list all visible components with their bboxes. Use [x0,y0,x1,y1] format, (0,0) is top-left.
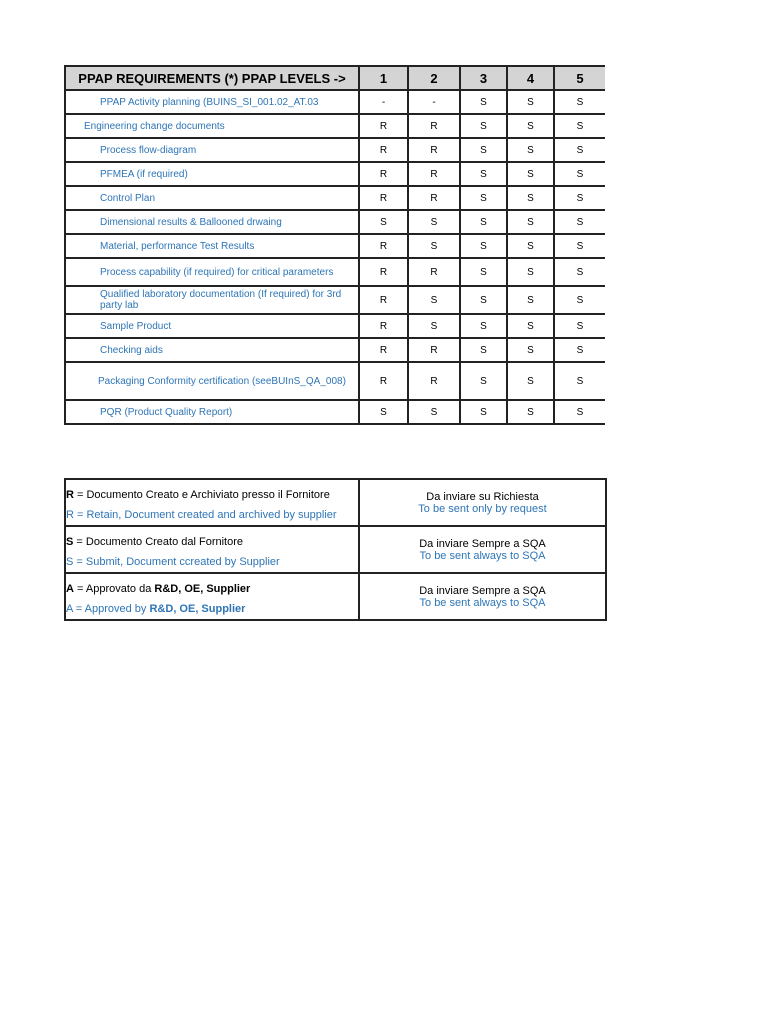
legend-en-bold: R&D, OE, Supplier [149,602,246,615]
legend-it-line [66,489,358,502]
level-cell: S [460,138,507,162]
level-cell: R [408,162,460,186]
level-cell: S [408,400,460,424]
level-cell: R [408,362,460,400]
requirement-cell: PPAP Activity planning (BUINS_SI_001.02_AT.03 [65,90,359,114]
requirement-cell: Engineering change documents [65,114,359,138]
level-cell: S [507,114,554,138]
requirement-cell: Dimensional results & Ballooned drwaing [65,210,359,234]
legend-code-en: A [66,602,73,615]
level-cell: S [460,234,507,258]
level-cell: S [507,210,554,234]
table-row [65,210,605,234]
legend-action [359,573,606,620]
requirement-cell: Checking aids [65,338,359,362]
legend-code: R [66,488,74,501]
legend-it-text: = Documento Creato e Archiviato presso il Fornitore [73,488,330,501]
level-cell: S [408,286,460,314]
requirement-cell: Control Plan [65,186,359,210]
table-row [65,90,605,114]
level-4-header: 4 [507,66,554,90]
level-cell: S [460,210,507,234]
level-cell: R [359,362,408,400]
table-row [65,114,605,138]
level-cell: R [359,138,408,162]
table-row [65,162,605,186]
requirement-cell: Material, performance Test Results [65,234,359,258]
table-row [65,286,605,314]
level-cell: R [359,234,408,258]
legend-en-text: = Submit, Document ccreated by Supplier [73,555,280,568]
table-row [65,314,605,338]
level-3-header: 3 [460,66,507,90]
legend-table [64,478,607,621]
table-row [65,338,605,362]
legend-definition [65,526,359,573]
legend-code-en: S [66,555,74,568]
legend-row-a [65,573,606,620]
table-row [65,138,605,162]
table-row [65,186,605,210]
legend-definition [65,479,359,526]
level-cell: S [460,258,507,286]
level-cell: R [408,186,460,210]
action-en: To be sent always to SQA [419,596,546,609]
level-cell: S [507,234,554,258]
level-cell: S [554,114,605,138]
level-cell: S [554,138,605,162]
level-cell: - [359,90,408,114]
level-cell: S [460,90,507,114]
legend-code-en: R [66,508,74,521]
legend-row-r [65,479,606,526]
legend-en-text: = Approved by [72,602,150,615]
level-cell: S [460,400,507,424]
level-cell: R [359,258,408,286]
legend-code: A [66,582,74,595]
legend-en-line [66,556,358,569]
level-cell: - [408,90,460,114]
level-cell: S [359,210,408,234]
requirement-cell: Qualified laboratory documentation (If required) for 3rd party lab [65,286,359,314]
level-cell: S [460,162,507,186]
level-1-header: 1 [359,66,408,90]
level-cell: S [460,114,507,138]
level-cell: S [460,362,507,400]
level-cell: S [507,314,554,338]
requirement-cell: Process flow-diagram [65,138,359,162]
table-row [65,400,605,424]
action-it: Da inviare Sempre a SQA [419,537,546,550]
legend-it-text: = Documento Creato dal Fornitore [73,535,244,548]
table-row [65,362,605,400]
level-cell: S [460,286,507,314]
table-title: PPAP REQUIREMENTS (*) PPAP LEVELS -> [65,66,359,90]
level-cell: R [359,162,408,186]
level-cell: R [359,338,408,362]
level-cell: S [554,286,605,314]
level-cell: R [408,258,460,286]
level-cell: S [507,362,554,400]
level-cell: S [408,210,460,234]
level-cell: R [408,338,460,362]
action-en: To be sent always to SQA [419,549,546,562]
table-row [65,258,605,286]
ppap-requirements-table [64,65,605,425]
level-cell: R [408,114,460,138]
level-cell: S [460,338,507,362]
level-cell: R [359,286,408,314]
level-cell: S [507,90,554,114]
legend-it-text: = Approvato da [73,582,155,595]
level-2-header: 2 [408,66,460,90]
requirement-cell: Process capability (if required) for critical parameters [65,258,359,286]
legend-definition [65,573,359,620]
level-cell: S [554,314,605,338]
legend-code: S [66,535,74,548]
requirement-cell: Sample Product [65,314,359,338]
action-it: Da inviare su Richiesta [426,490,539,503]
legend-en-text: = Retain, Document created and archived by supplier [73,508,337,521]
legend-action [359,526,606,573]
legend-en-line [66,603,358,616]
level-cell: S [507,186,554,210]
level-cell: S [554,162,605,186]
level-cell: S [507,338,554,362]
action-en: To be sent only by request [418,502,547,515]
legend-it-line [66,536,358,549]
legend-en-line [66,509,358,522]
legend-row-s [65,526,606,573]
level-cell: R [359,114,408,138]
level-cell: S [359,400,408,424]
level-cell: S [554,90,605,114]
level-cell: S [507,258,554,286]
level-cell: S [554,234,605,258]
level-cell: S [554,186,605,210]
level-cell: R [359,314,408,338]
level-5-header: 5 [554,66,605,90]
level-cell: S [554,400,605,424]
legend-it-line [66,583,358,596]
requirement-cell: PFMEA (if required) [65,162,359,186]
level-cell: S [408,234,460,258]
table-header-row [65,66,605,90]
level-cell: S [507,286,554,314]
legend-it-bold: R&D, OE, Supplier [154,582,251,595]
level-cell: S [408,314,460,338]
level-cell: R [408,138,460,162]
requirement-cell: Packaging Conformity certification (seeBUInS_QA_008) [65,362,359,400]
level-cell: S [554,362,605,400]
legend-action [359,479,606,526]
level-cell: S [460,314,507,338]
level-cell: S [460,186,507,210]
table-row [65,234,605,258]
level-cell: S [507,138,554,162]
requirement-cell: PQR (Product Quality Report) [65,400,359,424]
level-cell: R [359,186,408,210]
level-cell: S [507,400,554,424]
level-cell: S [554,258,605,286]
level-cell: S [554,210,605,234]
level-cell: S [507,162,554,186]
level-cell: S [554,338,605,362]
action-it: Da inviare Sempre a SQA [419,584,546,597]
